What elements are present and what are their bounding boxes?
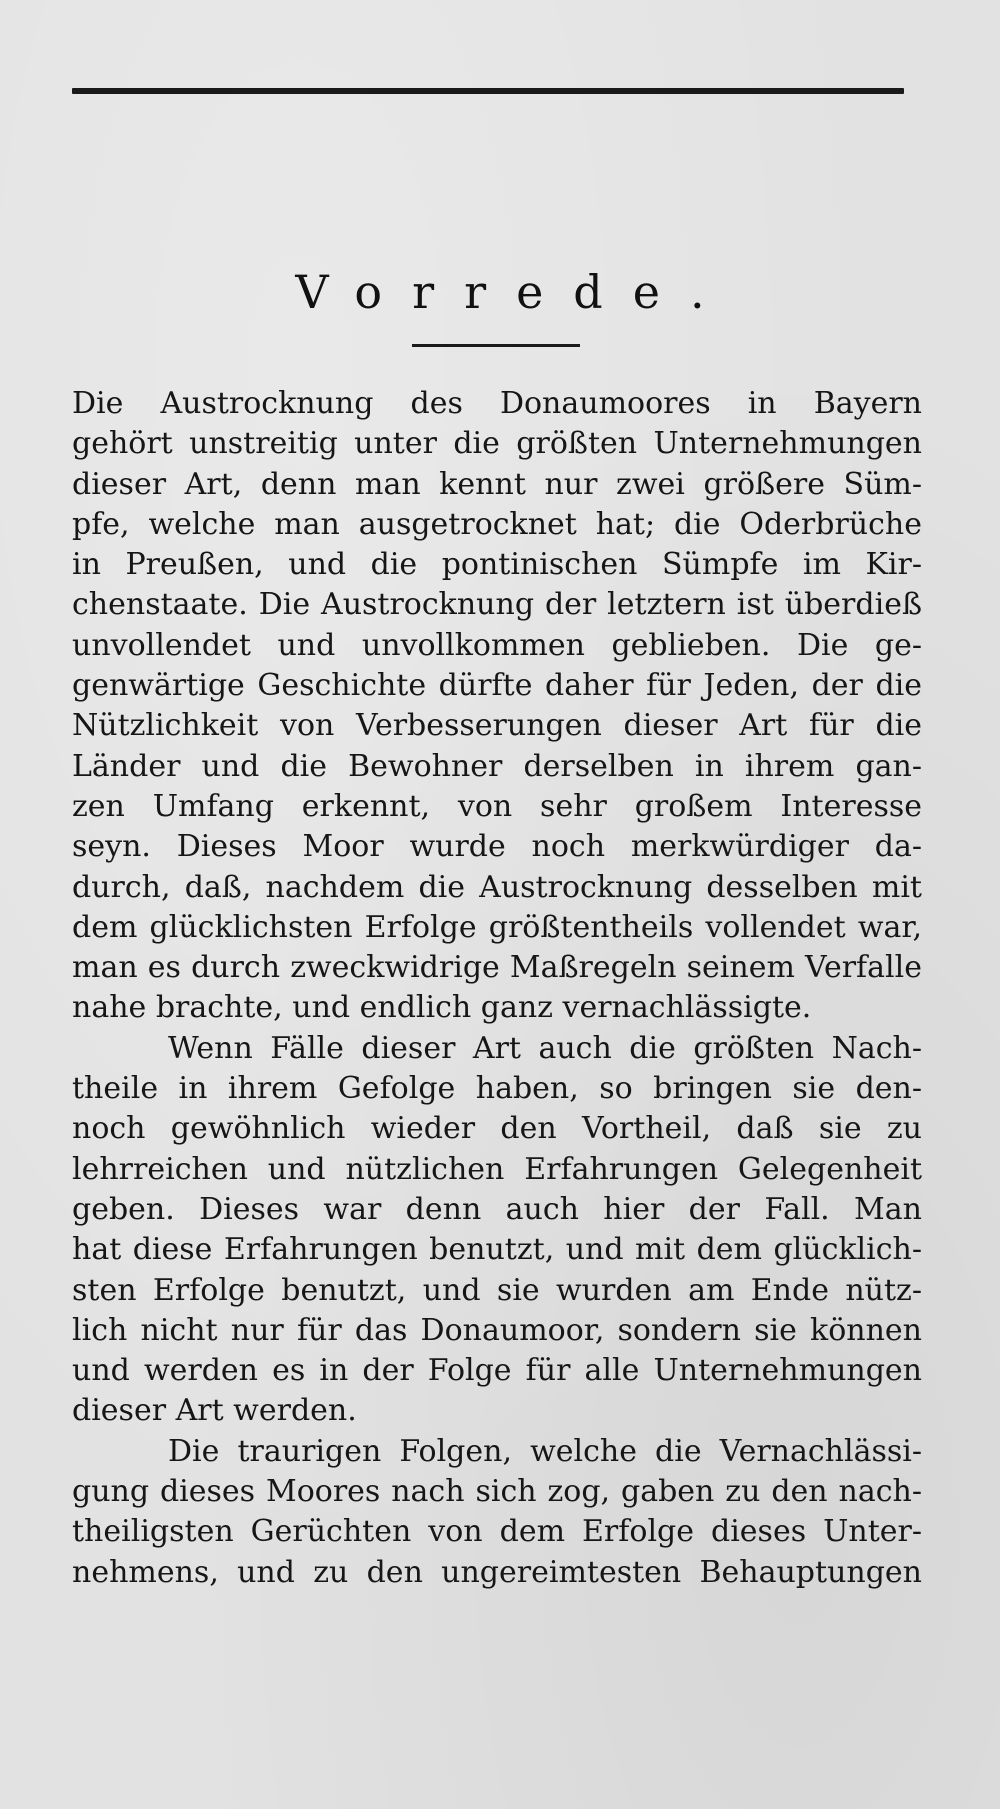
text-line: Die traurigen Folgen, welche die Vernachlässi- (168, 1433, 922, 1469)
text-line: Nützlichkeit von Verbesserungen dieser Art für die (72, 708, 922, 744)
text-line: seyn. Dieses Moor wurde noch merkwürdiger da- (72, 829, 922, 865)
text-line: Die Austrocknung des Donaumoores in Bayern (72, 386, 922, 421)
text-line: theile in ihrem Gefolge haben, so bringen sie den- (72, 1071, 922, 1107)
top-rule (72, 88, 904, 94)
text-line: in Preußen, und die pontinischen Sümpfe im Kir- (72, 547, 922, 583)
text-line: zen Umfang erkennt, von sehr großem Interesse (72, 788, 922, 824)
text-line: dieser Art werden. (72, 1393, 357, 1429)
text-line: gehört unstreitig unter die größten Unternehmungen (72, 426, 922, 462)
text-line: lich nicht nur für das Donaumoor, sondern sie können (72, 1312, 922, 1348)
heading-rule (412, 344, 580, 347)
text-line: man es durch zweckwidrige Maßregeln seinem Verfalle (72, 950, 922, 986)
text-line: lehrreichen und nützlichen Erfahrungen Gelegenheit (72, 1151, 922, 1187)
text-line: durch, daß, nachdem die Austrocknung desselben mit (72, 869, 922, 905)
text-line: unvollendet und unvollkommen geblieben. Die ge- (72, 627, 922, 663)
body-text (72, 384, 922, 1593)
text-line: noch gewöhnlich wieder den Vortheil, daß sie zu (72, 1111, 922, 1147)
text-line: Wenn Fälle dieser Art auch die größten Nach- (168, 1030, 922, 1066)
text-line: nehmens, und zu den ungereimtesten Behauptungen (72, 1554, 922, 1590)
text-line: theiligsten Gerüchten von dem Erfolge dieses Unter- (72, 1514, 922, 1550)
text-line: pfe, welche man ausgetrocknet hat; die Oderbrüche (72, 506, 922, 542)
text-line: dieser Art, denn man kennt nur zwei größere Süm- (72, 466, 922, 502)
text-line: geben. Dieses war denn auch hier der Fall. Man (72, 1191, 922, 1227)
text-line: chenstaate. Die Austrocknung der letztern ist überdieß (72, 587, 922, 623)
text-line: hat diese Erfahrungen benutzt, und mit dem glücklich- (72, 1232, 922, 1268)
text-line: nahe brachte, und endlich ganz vernachlässigte. (72, 990, 812, 1026)
page-heading: Vorrede. (295, 265, 735, 319)
text-line: genwärtige Geschichte dürfte daher für Jeden, der die (72, 668, 922, 704)
text-line: Länder und die Bewohner derselben in ihrem gan- (72, 748, 922, 784)
text-line: und werden es in der Folge für alle Unternehmungen (72, 1353, 922, 1389)
text-line: sten Erfolge benutzt, und sie wurden am Ende nütz- (72, 1272, 922, 1308)
text-line: dem glücklichsten Erfolge größtentheils vollendet war, (72, 909, 922, 945)
text-line: gung dieses Moores nach sich zog, gaben zu den nach- (72, 1474, 922, 1510)
